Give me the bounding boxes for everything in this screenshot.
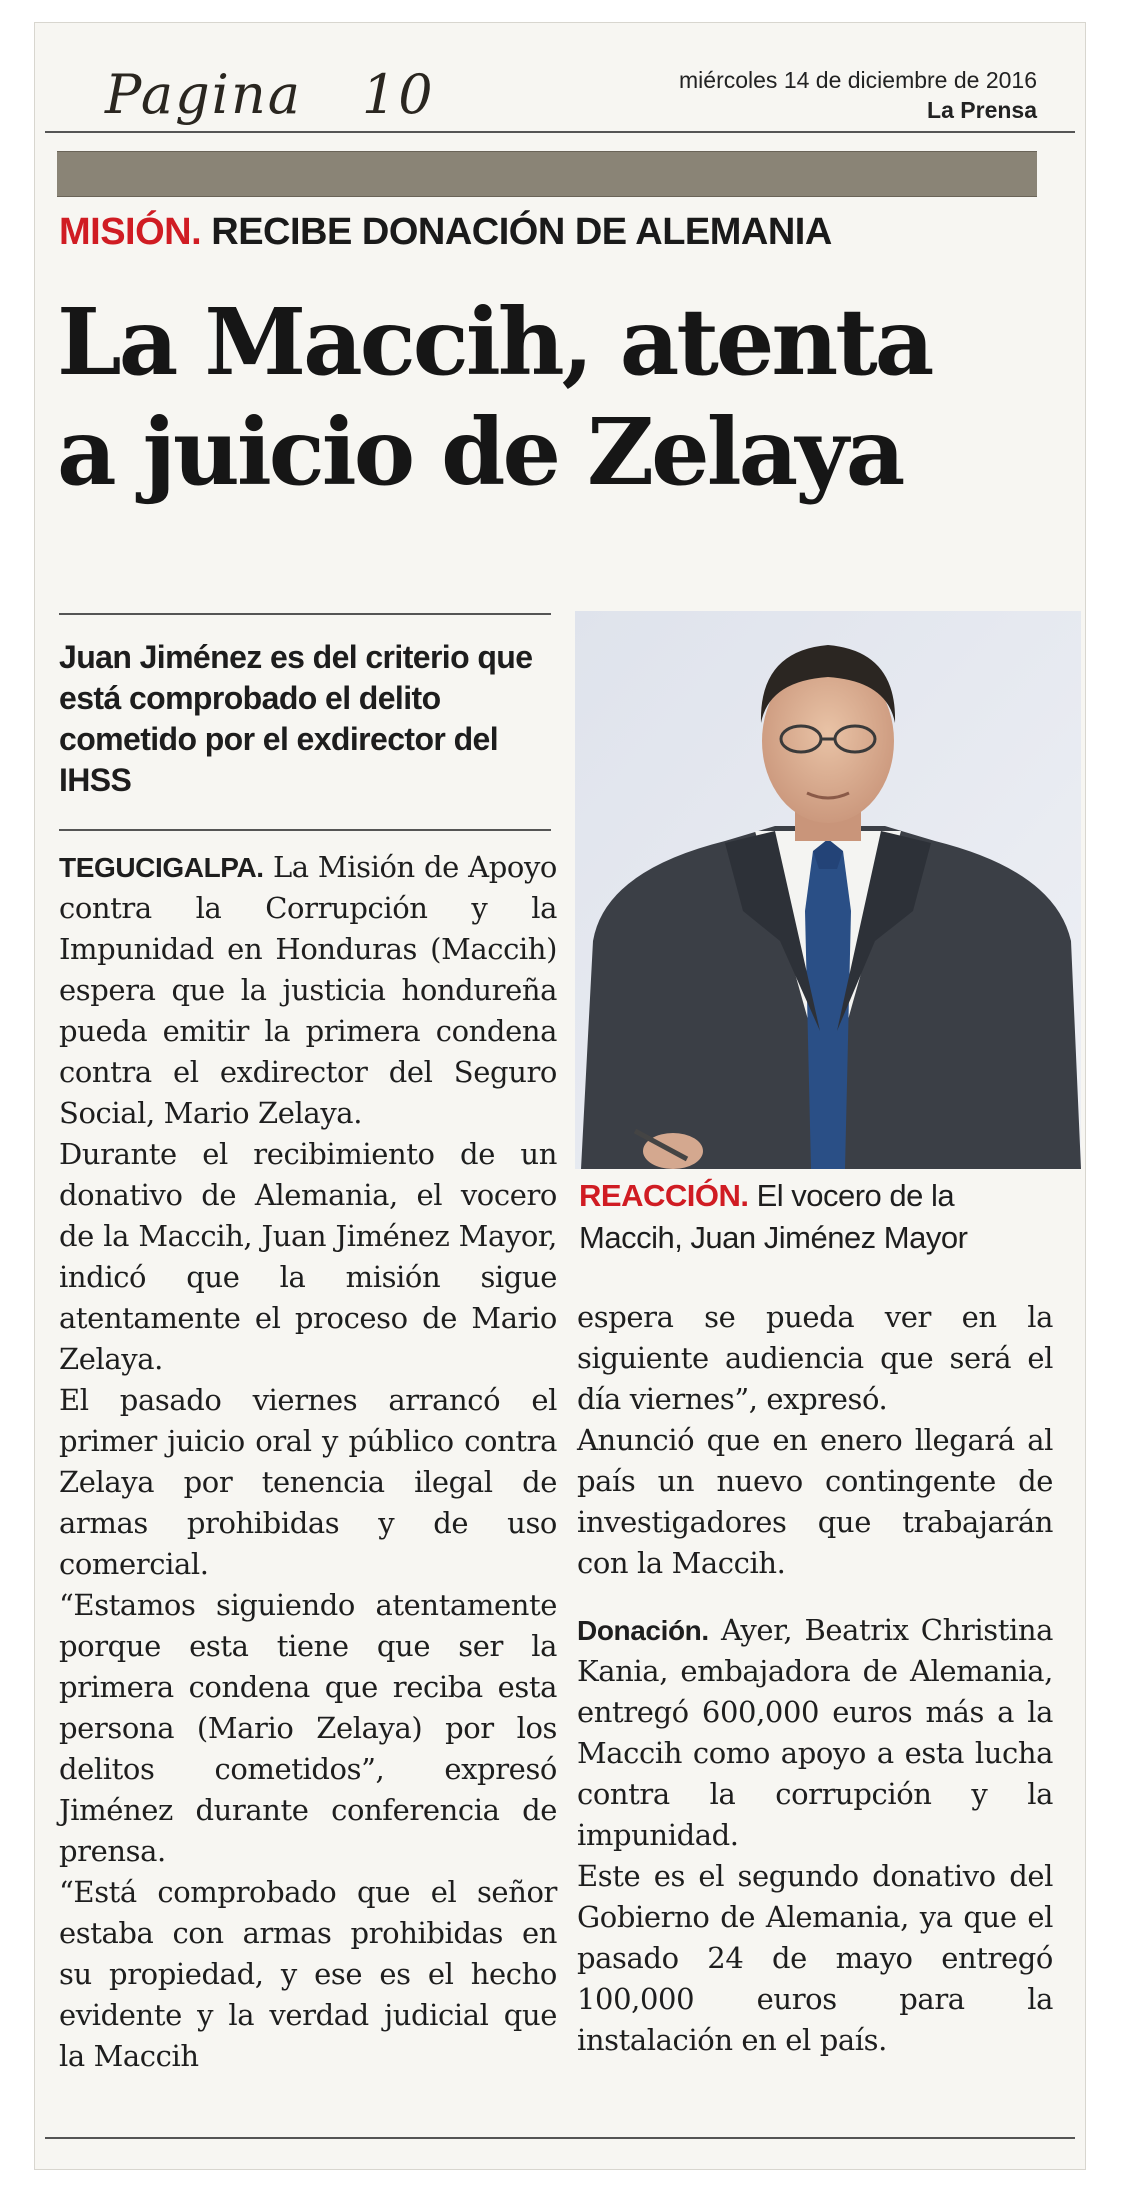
paragraph (59, 847, 557, 1134)
handwritten-page-number: 10 (361, 63, 435, 126)
paragraph: Anunció que en enero llegará al país un nuevo contingente de investigadores que trabajarán con la Maccih. (577, 1423, 1053, 1580)
paragraph: Durante el recibimiento de un donativo de Alemania, el vocero de la Maccih, Juan Jiménez Mayor, indicó que la misión sigue atentamente el proceso de Mario Zelaya. (59, 1137, 557, 1376)
headline (57, 287, 1047, 507)
deck: Juan Jiménez es del criterio que está comprobado el delito cometido por el exdirector del IHSS (59, 639, 533, 798)
publication-date: miércoles 14 de diciembre de 2016 (679, 67, 1037, 93)
handwritten-word: Pagina (105, 63, 302, 126)
caption-text: El vocero de la Maccih, Juan Jiménez Mayor (579, 1178, 968, 1255)
photo-caption (579, 1175, 1059, 1259)
article-column-2 (577, 1297, 1053, 2061)
bottom-rule (45, 2137, 1075, 2139)
handwritten-page-note (105, 63, 435, 126)
masthead (679, 65, 1037, 125)
section-band (57, 151, 1037, 197)
kicker (59, 211, 832, 254)
spokesperson-photo (575, 611, 1081, 1169)
newspaper-clipping (34, 22, 1086, 2170)
paragraph: espera se pueda ver en la siguiente audiencia que será el día viernes”, expresó. (577, 1300, 1053, 1416)
dateline: TEGUCIGALPA. (59, 852, 264, 883)
deck-bottom-rule (59, 829, 551, 831)
kicker-label: MISIÓN. (59, 211, 202, 253)
deck-top-rule (59, 613, 551, 615)
headline-line-2: a juicio de Zelaya (57, 398, 903, 506)
kicker-text: RECIBE DONACIÓN DE ALEMANIA (211, 211, 832, 253)
newspaper-name: La Prensa (927, 97, 1037, 123)
paragraph: “Está comprobado que el señor estaba con armas prohibidas en su propiedad, y ese es el hecho evidente y la verdad judicial que la Maccih (59, 1875, 557, 2073)
article-column-1 (59, 847, 557, 2077)
paragraph: El pasado viernes arrancó el primer juicio oral y público contra Zelaya por tenencia ilegal de armas prohibidas y de uso comercial. (59, 1383, 557, 1581)
paragraph: “Estamos siguiendo atentamente porque esta tiene que ser la primera condena que reciba esta persona (Mario Zelaya) por los delitos cometidos”, expresó Jiménez durante conferencia de prensa. (59, 1588, 557, 1868)
subhead: Donación. (577, 1615, 709, 1646)
photo-illustration (575, 611, 1081, 1169)
caption-label: REACCIÓN. (579, 1178, 749, 1213)
paragraph-text: Ayer, Beatrix Christina Kania, embajadora de Alemania, entregó 600,000 euros más a la Maccih como apoyo a esta lucha contra la corrupción y la impunidad. (577, 1613, 1053, 1852)
paragraph: Este es el segundo donativo del Gobierno de Alemania, ya que el pasado 24 de mayo entregó 100,000 euros para la instalación en el país. (577, 1859, 1053, 2057)
top-rule (45, 131, 1075, 133)
paragraph (577, 1610, 1053, 1856)
headline-line-1: La Maccih, atenta (57, 288, 932, 396)
paragraph-text: La Misión de Apoyo contra la Corrupción y la Impunidad en Honduras (Maccih) espera que la justicia hondureña pueda emitir la primera condena contra el exdirector del Seguro Social, Mario Zelaya. (59, 850, 557, 1130)
